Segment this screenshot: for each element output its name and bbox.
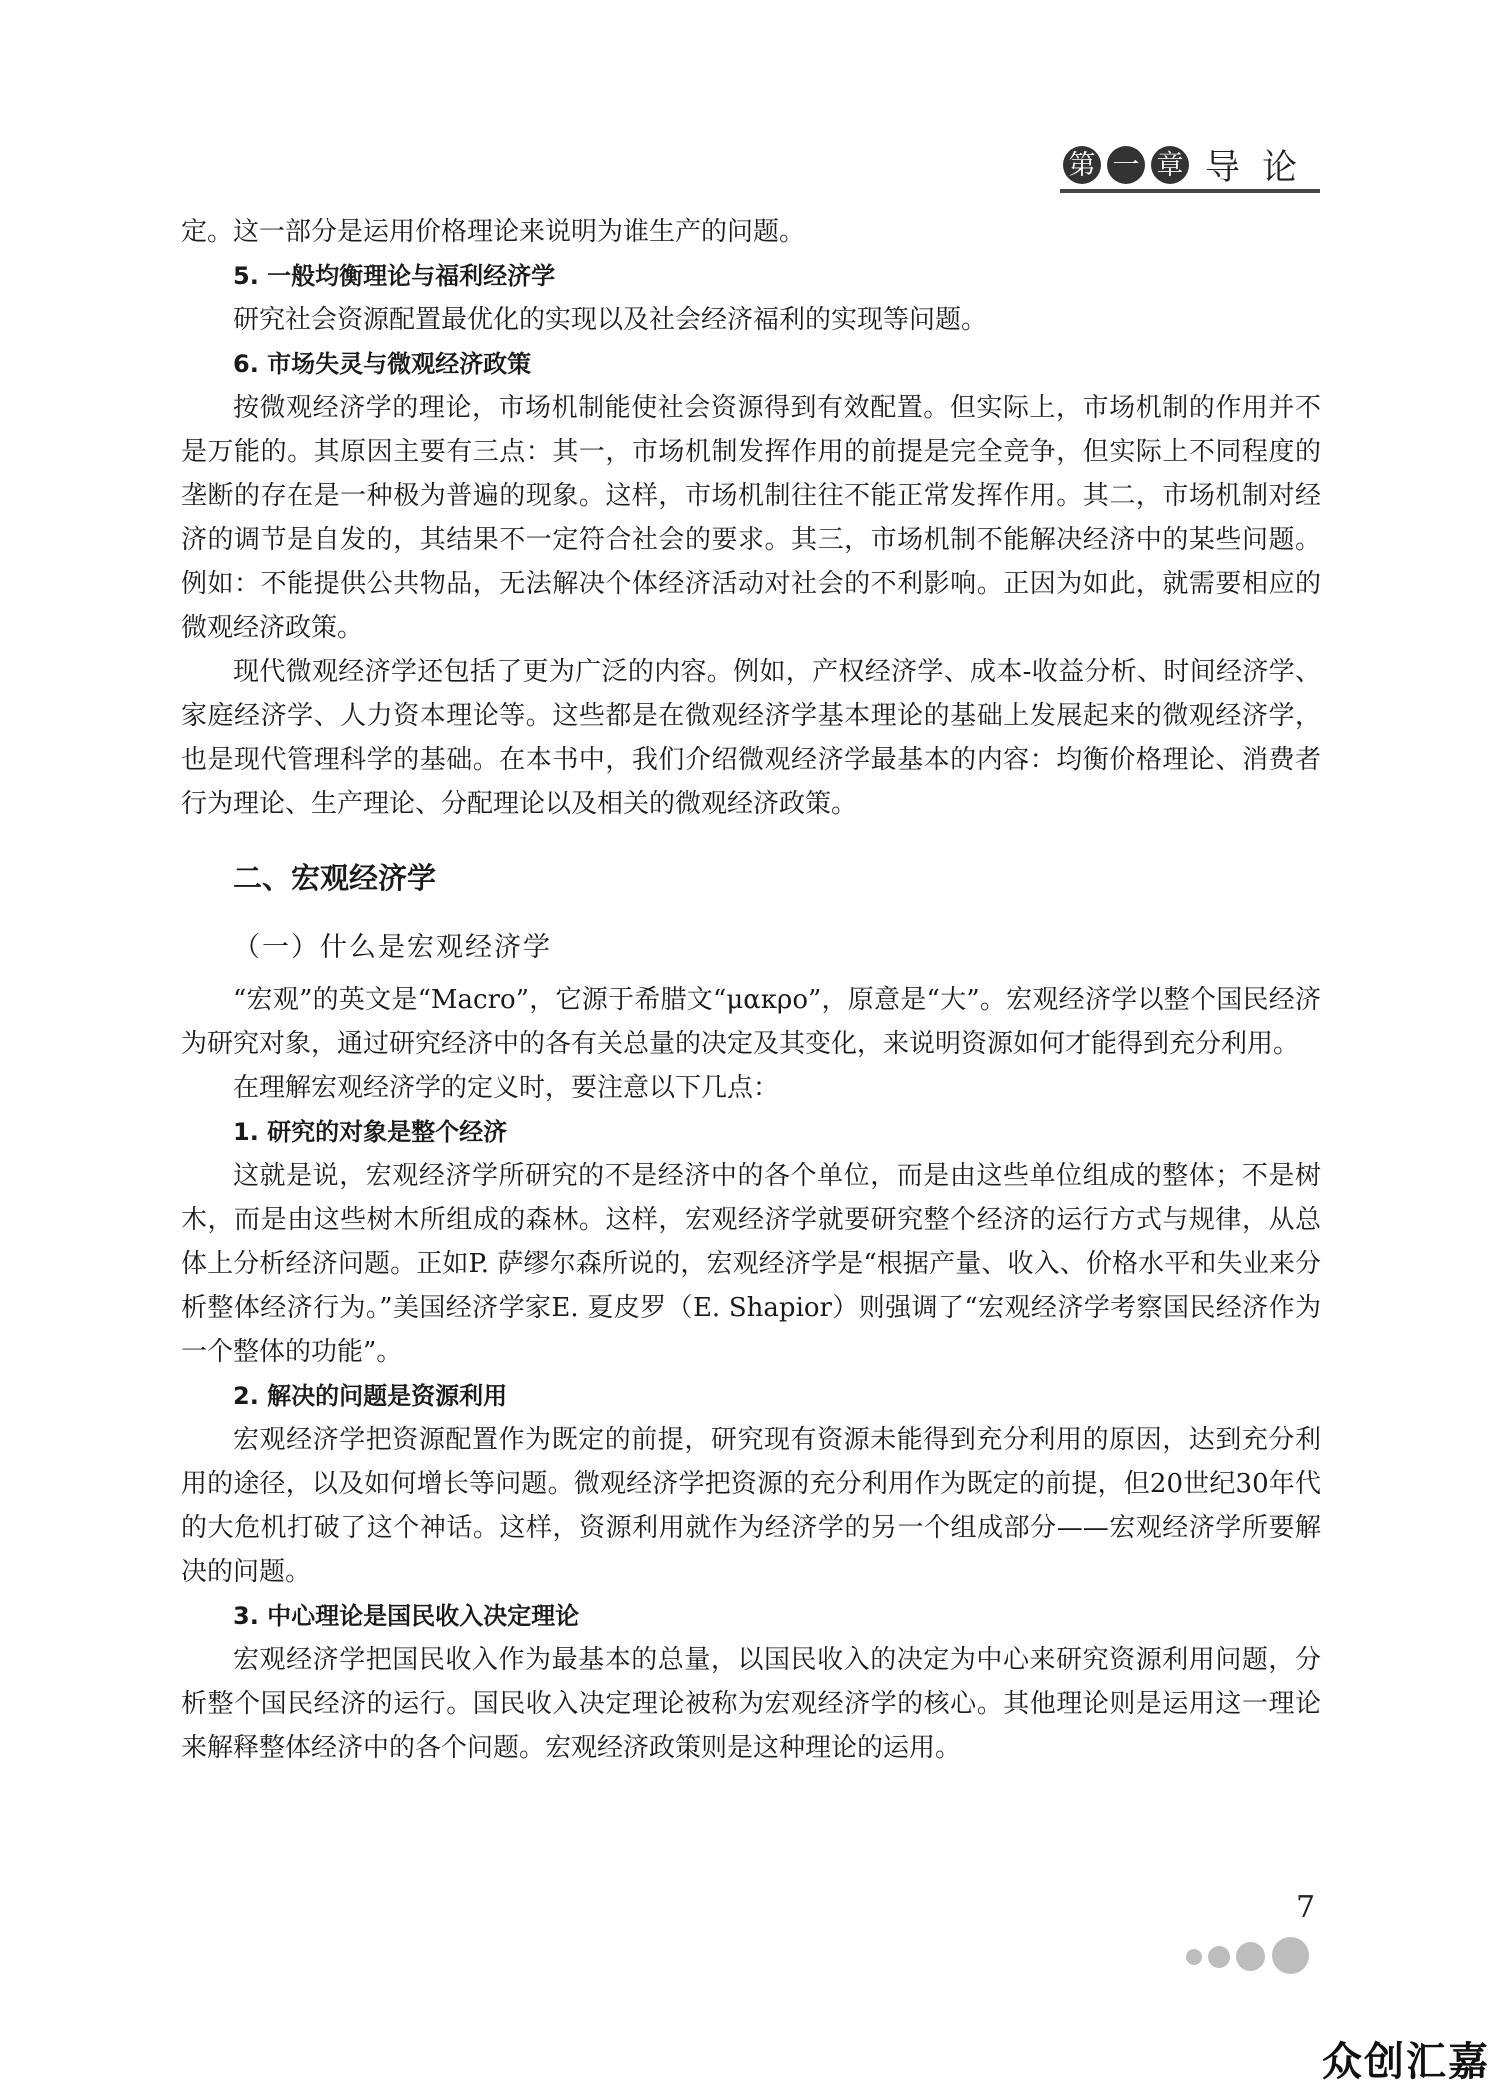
chapter-char-yi: 一	[1107, 146, 1145, 184]
dot-2	[1208, 1946, 1230, 1968]
paragraph: 按微观经济学的理论，市场机制能使社会资源得到有效配置。但实际上，市场机制的作用并不是万能的。其原因主要有三点：其一，市场机制发挥作用的前提是完全竞争，但实际上不同程度的垄断的存在是一种极为普遍的现象。这样，市场机制往往不能正常发挥作用。其二，市场机制对经济的调节是自发的，其结果不一定符合社会的要求。其三，市场机制不能解决经济中的某些问题。例如：不能提供公共物品，无法解决个体经济活动对社会的不利影响。正因为如此，就需要相应的微观经济政策。	[181, 393, 1321, 643]
page-number: 7	[1296, 1890, 1316, 1925]
paragraph: 在理解宏观经济学的定义时，要注意以下几点：	[233, 1073, 780, 1103]
chapter-char-zhang: 章	[1151, 146, 1189, 184]
paragraph: 这就是说，宏观经济学所研究的不是经济中的各个单位，而是由这些单位组成的整体；不是树木，而是由这些树木所组成的森林。这样，宏观经济学就要研究整个经济的运行方式与规律，从总体上分析经济问题。正如P. 萨缪尔森所说的，宏观经济学是“根据产量、收入、价格水平和失业来分析整体经济行为。”美国经济学家E. 夏皮罗（E. Shapior）则强调了“宏观经济学考察国民经济作为一个整体的功能”。	[181, 1161, 1321, 1367]
section-heading-macroeconomics: 二、宏观经济学	[233, 861, 437, 895]
chapter-title: 导论	[1204, 148, 1319, 188]
subheading-1: 1. 研究的对象是整个经济	[233, 1118, 508, 1146]
dot-4	[1272, 1937, 1309, 1974]
paragraph: 宏观经济学把资源配置作为既定的前提，研究现有资源未能得到充分利用的原因，达到充分利用的途径，以及如何增长等问题。微观经济学把资源的充分利用作为既定的前提，但20世纪30年代的大危机打破了这个神话。这样，资源利用就作为经济学的另一个组成部分——宏观经济学所要解决的问题。	[181, 1425, 1321, 1587]
dot-1	[1186, 1949, 1202, 1965]
decorative-dots	[1186, 1935, 1326, 1975]
chapter-char-di: 第	[1063, 146, 1101, 184]
paragraph-continuation: 定。这一部分是运用价格理论来说明为谁生产的问题。	[181, 217, 806, 247]
subheading-6: 6. 市场失灵与微观经济政策	[233, 350, 532, 378]
paragraph: 宏观经济学把国民收入作为最基本的总量，以国民收入的决定为中心来研究资源利用问题，分析整个国民经济的运行。国民收入决定理论被称为宏观经济学的核心。其他理论则是运用这一理论来解释整体经济中的各个问题。宏观经济政策则是这种理论的运用。	[181, 1645, 1321, 1763]
subheading-3: 3. 中心理论是国民收入决定理论	[233, 1602, 580, 1630]
subheading-2: 2. 解决的问题是资源利用	[233, 1382, 508, 1410]
chapter-header	[1063, 140, 1319, 190]
header-rule	[1060, 189, 1320, 193]
dot-3	[1236, 1942, 1265, 1971]
subsection-heading-what-is-macro: （一）什么是宏观经济学	[233, 932, 552, 963]
subheading-5: 5. 一般均衡理论与福利经济学	[233, 262, 556, 290]
paragraph: “宏观”的英文是“Macro”，它源于希腊文“μακρο”，原意是“大”。宏观经济学以整个国民经济为研究对象，通过研究经济中的各有关总量的决定及其变化，来说明资源如何才能得到充分利用。	[181, 985, 1321, 1059]
watermark-logo: 众创汇嘉	[1322, 2039, 1490, 2085]
paragraph: 现代微观经济学还包括了更为广泛的内容。例如，产权经济学、成本-收益分析、时间经济学、家庭经济学、人力资本理论等。这些都是在微观经济学基本理论的基础上发展起来的微观经济学，也是现代管理科学的基础。在本书中，我们介绍微观经济学最基本的内容：均衡价格理论、消费者行为理论、生产理论、分配理论以及相关的微观经济政策。	[181, 657, 1321, 819]
paragraph: 研究社会资源配置最优化的实现以及社会经济福利的实现等问题。	[233, 305, 988, 335]
page-body	[181, 210, 1321, 1770]
